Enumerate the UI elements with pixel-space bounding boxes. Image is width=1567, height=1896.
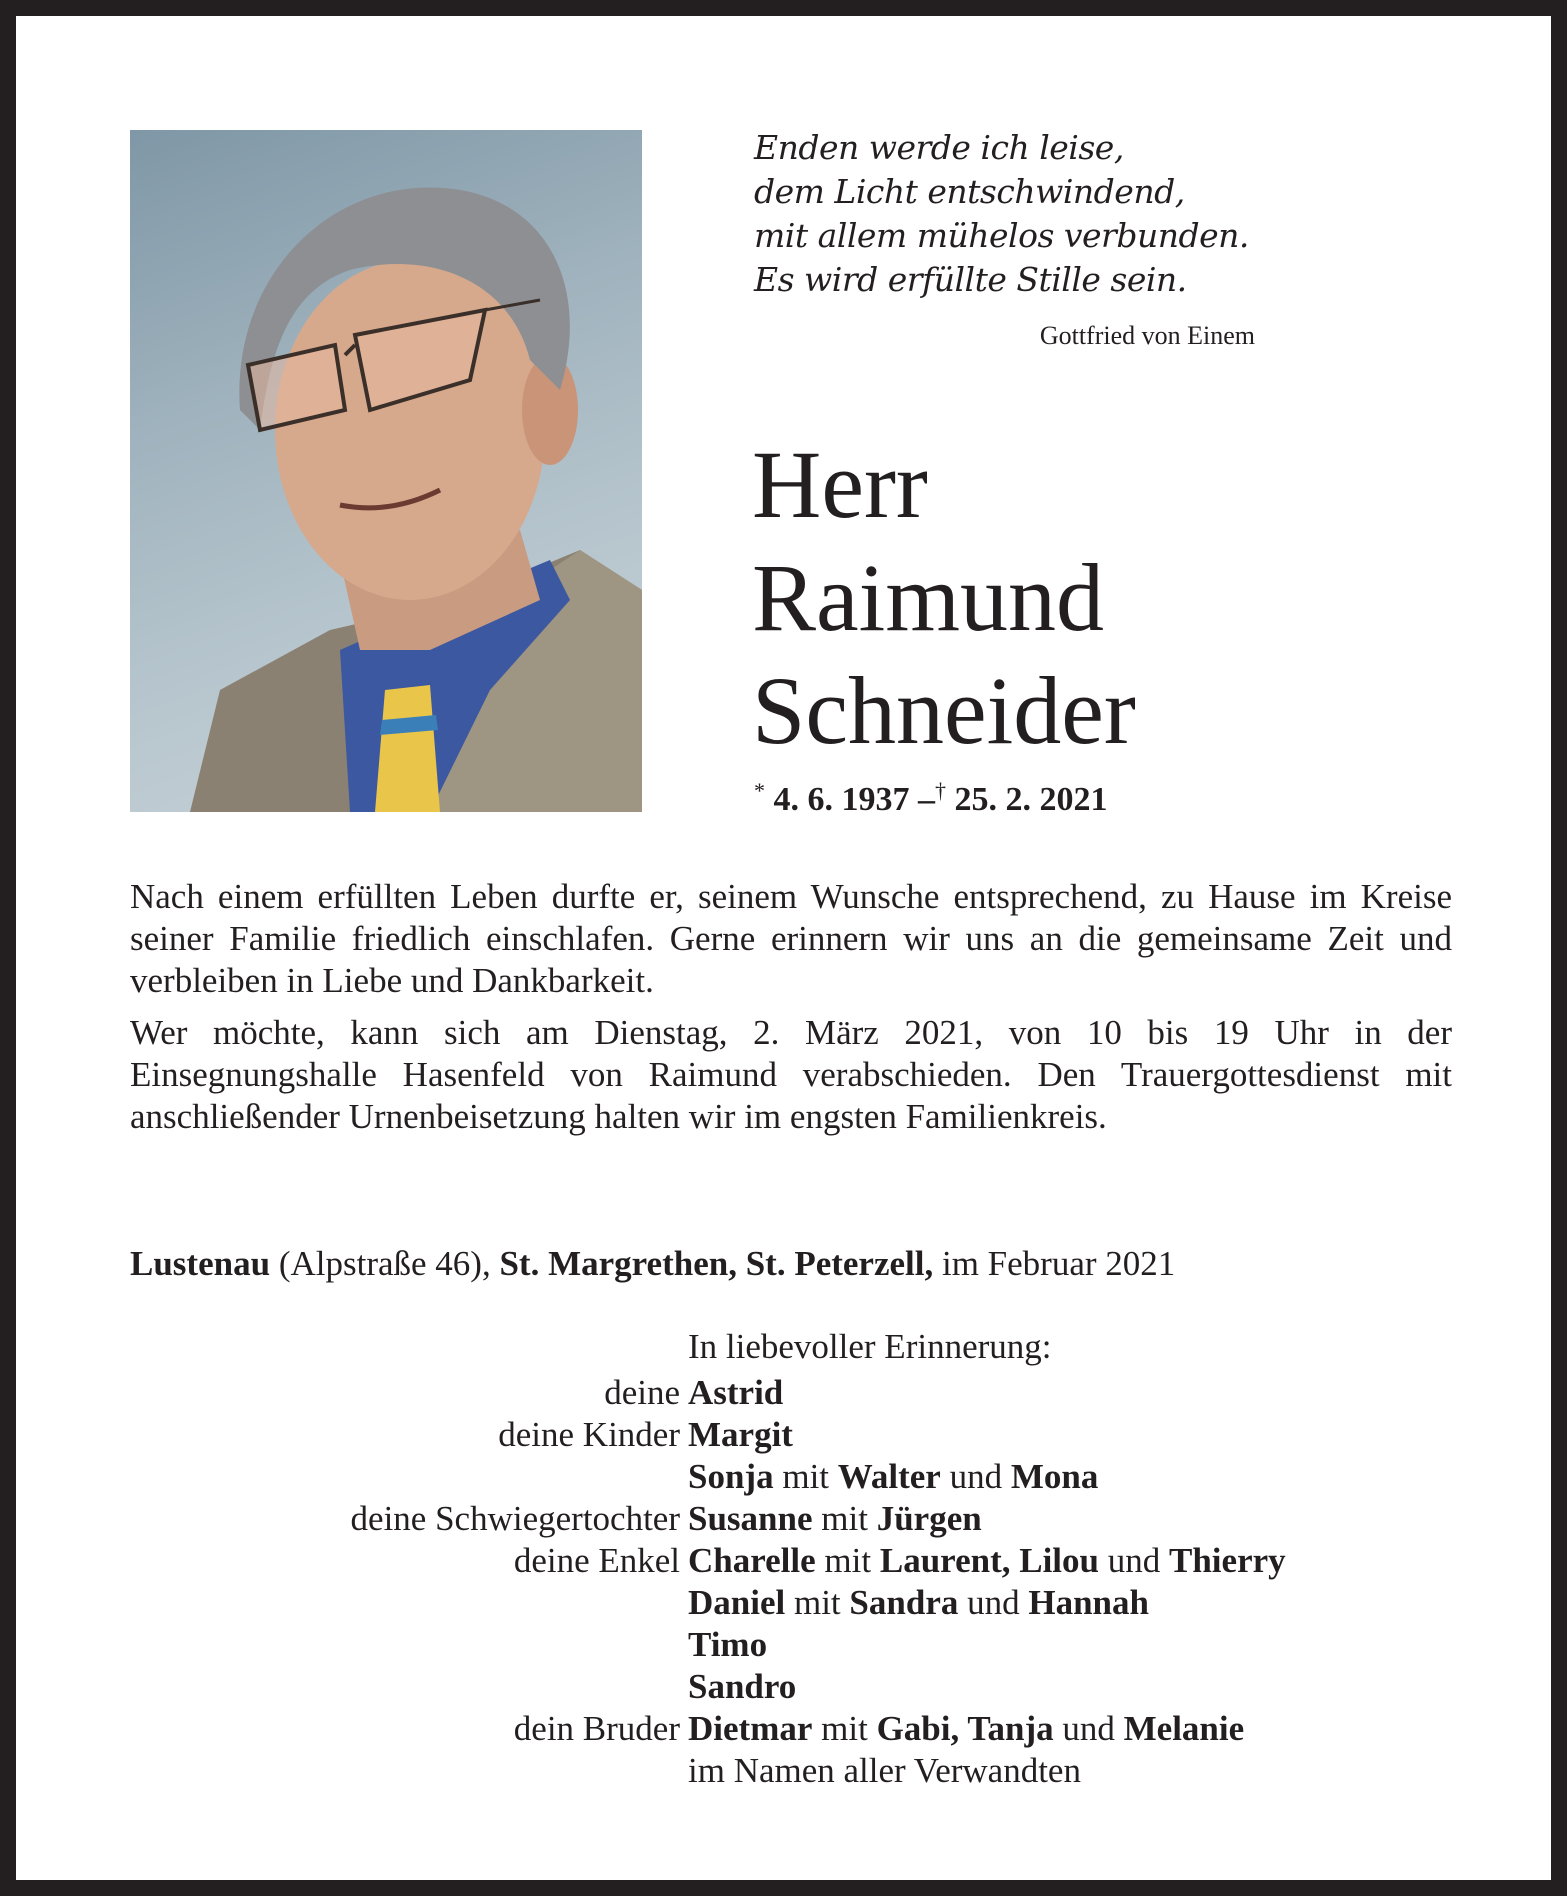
poem-line: dem Licht entschwindend, — [754, 172, 1185, 211]
mourner-names — [688, 1414, 793, 1456]
relation-label — [130, 1456, 688, 1498]
mourners-list — [130, 1326, 1452, 1792]
connector-text: und — [940, 1457, 1011, 1496]
mourner-row — [130, 1498, 1452, 1540]
connector-text: mit — [812, 1709, 877, 1748]
last-name: Schneider — [752, 657, 1136, 764]
relation-label: dein Bruder — [513, 1709, 680, 1748]
mourner-name: Thierry — [1169, 1541, 1286, 1580]
mourner-name: Sonja — [688, 1457, 774, 1496]
mourners-heading: In liebevoller Erinnerung: — [688, 1327, 1052, 1366]
obituary-page — [16, 16, 1551, 1880]
closing-note: im Namen aller Verwandten — [688, 1751, 1081, 1790]
connector-text: und — [1099, 1541, 1169, 1580]
place-date: im Februar 2021 — [941, 1244, 1176, 1283]
mourner-name: Mona — [1010, 1457, 1099, 1496]
death-cross-icon: † — [935, 778, 946, 803]
poem-quote — [754, 126, 1274, 302]
paragraph: Nach einem erfüllten Leben durfte er, seinem Wunsche entsprechend, zu Hause im Kreise seiner Familie friedlich einschlafen. Gerne erinnern wir uns an die gemeinsame Zeit und verbleiben in Liebe und Dankbarkeit. — [130, 877, 1452, 1000]
town: Lustenau — [130, 1244, 271, 1283]
mourner-name: Charelle — [688, 1541, 816, 1580]
mourner-row — [130, 1708, 1452, 1750]
face-shape — [275, 260, 545, 600]
mourner-name: Gabi, Tanja — [876, 1709, 1054, 1748]
place-date-line — [130, 1244, 1452, 1284]
relation-label: deine Schwiegertochter — [350, 1499, 680, 1538]
mourner-name: Daniel — [688, 1583, 786, 1622]
connector-text: und — [1053, 1709, 1124, 1748]
connector-text: und — [958, 1583, 1029, 1622]
connector-text: mit — [773, 1457, 838, 1496]
mourner-name: Dietmar — [688, 1709, 813, 1748]
mourner-row — [130, 1582, 1452, 1624]
deceased-name — [752, 428, 1136, 767]
town: St. Margrethen, — [499, 1244, 737, 1283]
mourner-name: Margit — [688, 1415, 793, 1454]
mourner-names — [688, 1708, 1244, 1750]
mourner-names — [688, 1372, 783, 1414]
town: St. Peterzell, — [745, 1244, 934, 1283]
mourner-names — [688, 1540, 1286, 1582]
mourner-name: Hannah — [1028, 1583, 1149, 1622]
relation-label: deine — [604, 1373, 680, 1412]
portrait-photo — [130, 130, 642, 812]
birth-date: 4. 6. 1937 — [773, 781, 910, 818]
poem-line: Enden werde ich leise, — [754, 128, 1124, 167]
relation-label: deine Kinder — [498, 1415, 680, 1454]
mourner-names — [688, 1582, 1149, 1624]
title: Herr — [752, 431, 928, 538]
mourner-name: Sandro — [688, 1667, 797, 1706]
poem-author: Gottfried von Einem — [1039, 321, 1255, 350]
mourner-name: Walter — [837, 1457, 941, 1496]
mourner-row — [130, 1666, 1452, 1708]
connector-text: mit — [812, 1499, 877, 1538]
first-name: Raimund — [752, 544, 1104, 651]
obituary-text — [130, 876, 1452, 1148]
life-dates — [754, 778, 1108, 819]
mourner-name: Jürgen — [876, 1499, 982, 1538]
mourner-row — [130, 1540, 1452, 1582]
mourners-rows — [130, 1372, 1452, 1750]
mourner-name: Sandra — [849, 1583, 959, 1622]
address: (Alpstraße 46), — [278, 1244, 491, 1283]
poem-line: mit allem mühelos verbunden. — [754, 216, 1249, 255]
connector-text: mit — [785, 1583, 850, 1622]
mourner-row — [130, 1624, 1452, 1666]
paragraph: Wer möchte, kann sich am Dienstag, 2. März 2021, von 10 bis 19 Uhr in der Einsegnungshalle Hasenfeld von Raimund verabschieden. Den Trauergottesdienst mit anschließender Urnenbeisetzung halten wir im engsten Familienkreis. — [130, 1013, 1452, 1136]
mourner-name: Laurent, Lilou — [879, 1541, 1099, 1580]
date-separator: – — [918, 781, 935, 818]
relation-label — [130, 1582, 688, 1624]
mourner-name: Timo — [688, 1625, 768, 1664]
mourner-names — [688, 1666, 796, 1708]
mourner-row — [130, 1456, 1452, 1498]
birth-star-icon: * — [754, 778, 765, 803]
mourner-names — [688, 1456, 1098, 1498]
connector-text: mit — [815, 1541, 880, 1580]
relation-label: deine Enkel — [513, 1541, 680, 1580]
mourner-names — [688, 1498, 982, 1540]
tie-shape — [375, 685, 440, 812]
relation-label — [130, 1666, 688, 1708]
mourner-row — [130, 1372, 1452, 1414]
mourner-name: Melanie — [1123, 1709, 1245, 1748]
mourner-row — [130, 1414, 1452, 1456]
mourner-name: Astrid — [688, 1373, 784, 1412]
mourner-names — [688, 1624, 767, 1666]
portrait-illustration — [130, 130, 642, 812]
death-date: 25. 2. 2021 — [954, 781, 1108, 818]
poem-line: Es wird erfüllte Stille sein. — [754, 260, 1187, 299]
mourner-name: Susanne — [688, 1499, 813, 1538]
relation-label — [130, 1624, 688, 1666]
